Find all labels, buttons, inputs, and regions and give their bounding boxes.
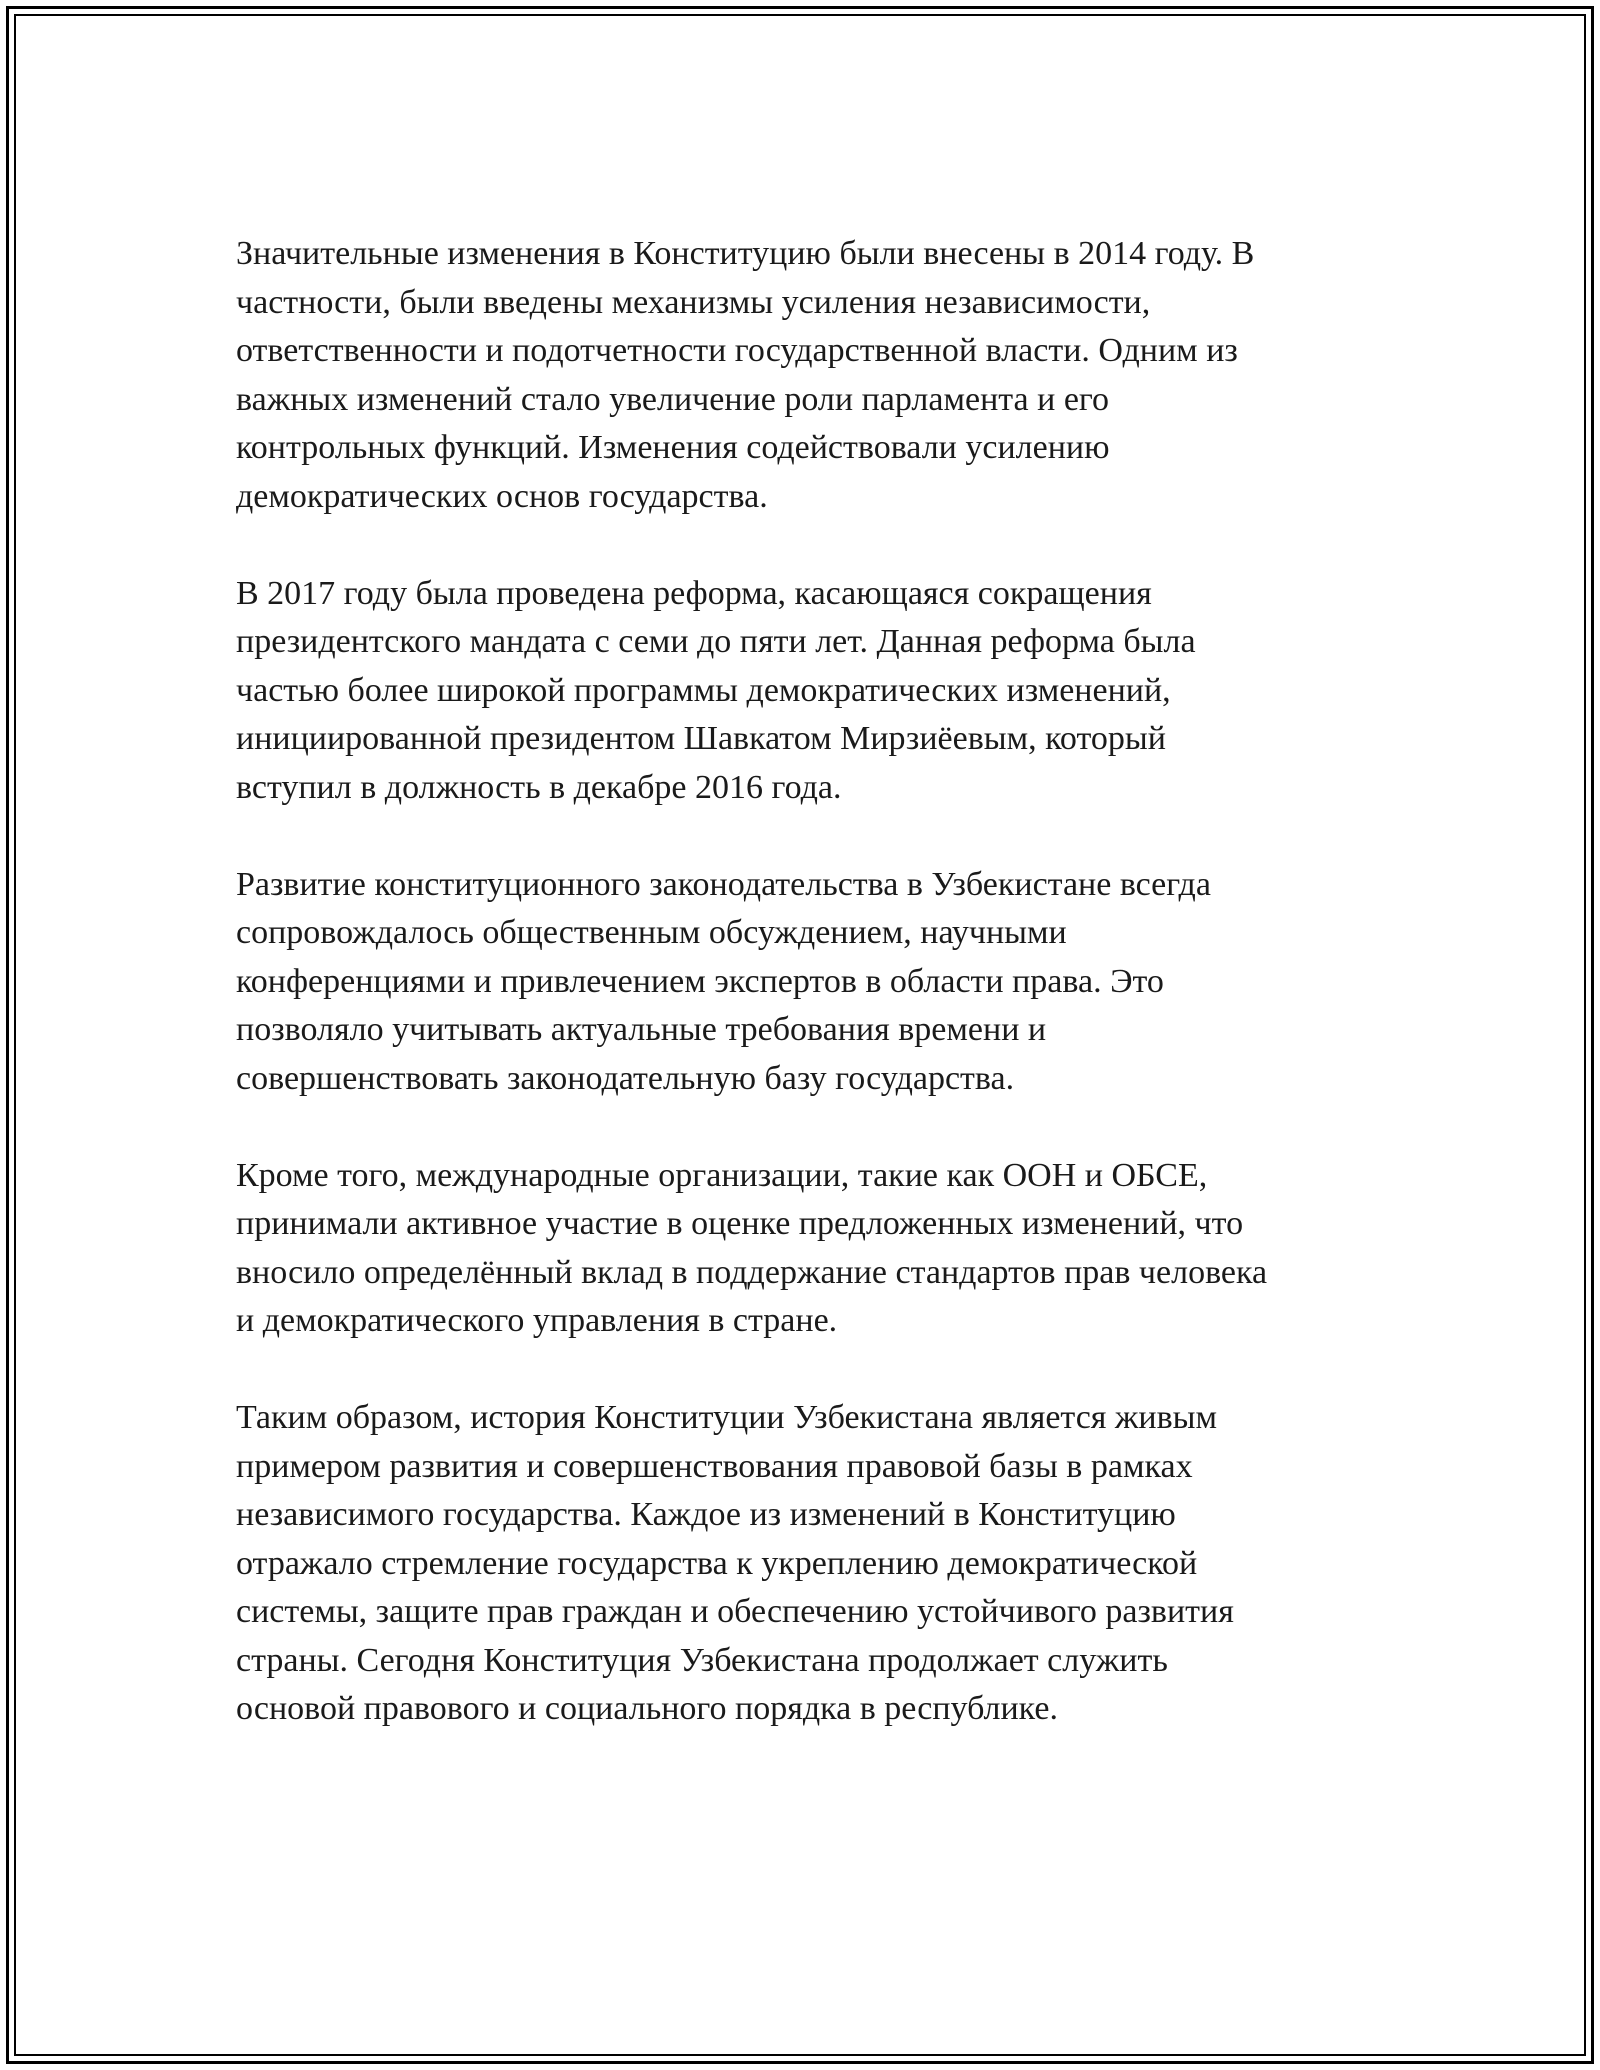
- paragraph-constitution-2014: Значительные изменения в Конституцию были внесены в 2014 году. В частности, были введены механизмы усиления независимости, ответственности и подотчетности государственной власти. Одним из важных изменений стало увеличение роли парламента и его контрольных функций. Изменения содействовали усилению демократических основ государства.: [236, 235, 1255, 515]
- paragraph-legislation-development: Развитие конституционного законодательства в Узбекистане всегда сопровождалось общественным обсуждением, научными конференциями и привлечением экспертов в области права. Это позволяло учитывать актуальные требования времени и совершенствовать законодательную базу государства.: [236, 865, 1211, 1097]
- paragraph-international-organizations: Кроме того, международные организации, такие как ООН и ОБСЕ, принимали активное участие в оценке предложенных изменений, что вносило определённый вклад в поддержание стандартов прав человека и демократического управления в стране.: [236, 1156, 1268, 1339]
- paragraph-reform-2017: В 2017 году была проведена реформа, касающаяся сокращения президентского мандата с семи до пяти лет. Данная реформа была частью более широкой программы демократических изменений, инициированной президентом Шавкатом Мирзиёевым, который вступил в должность в декабре 2016 года.: [236, 574, 1196, 806]
- document-body: [236, 230, 1376, 1782]
- paragraph-conclusion: Таким образом, история Конституции Узбекистана является живым примером развития и совершенствования правовой базы в рамках независимого государства. Каждое из изменений в Конституцию отражало стремление государства к укреплению демократической системы, защите прав граждан и обеспечению устойчивого развития страны. Сегодня Конституция Узбекистана продолжает служить основой правового и социального порядка в республике.: [236, 1399, 1234, 1727]
